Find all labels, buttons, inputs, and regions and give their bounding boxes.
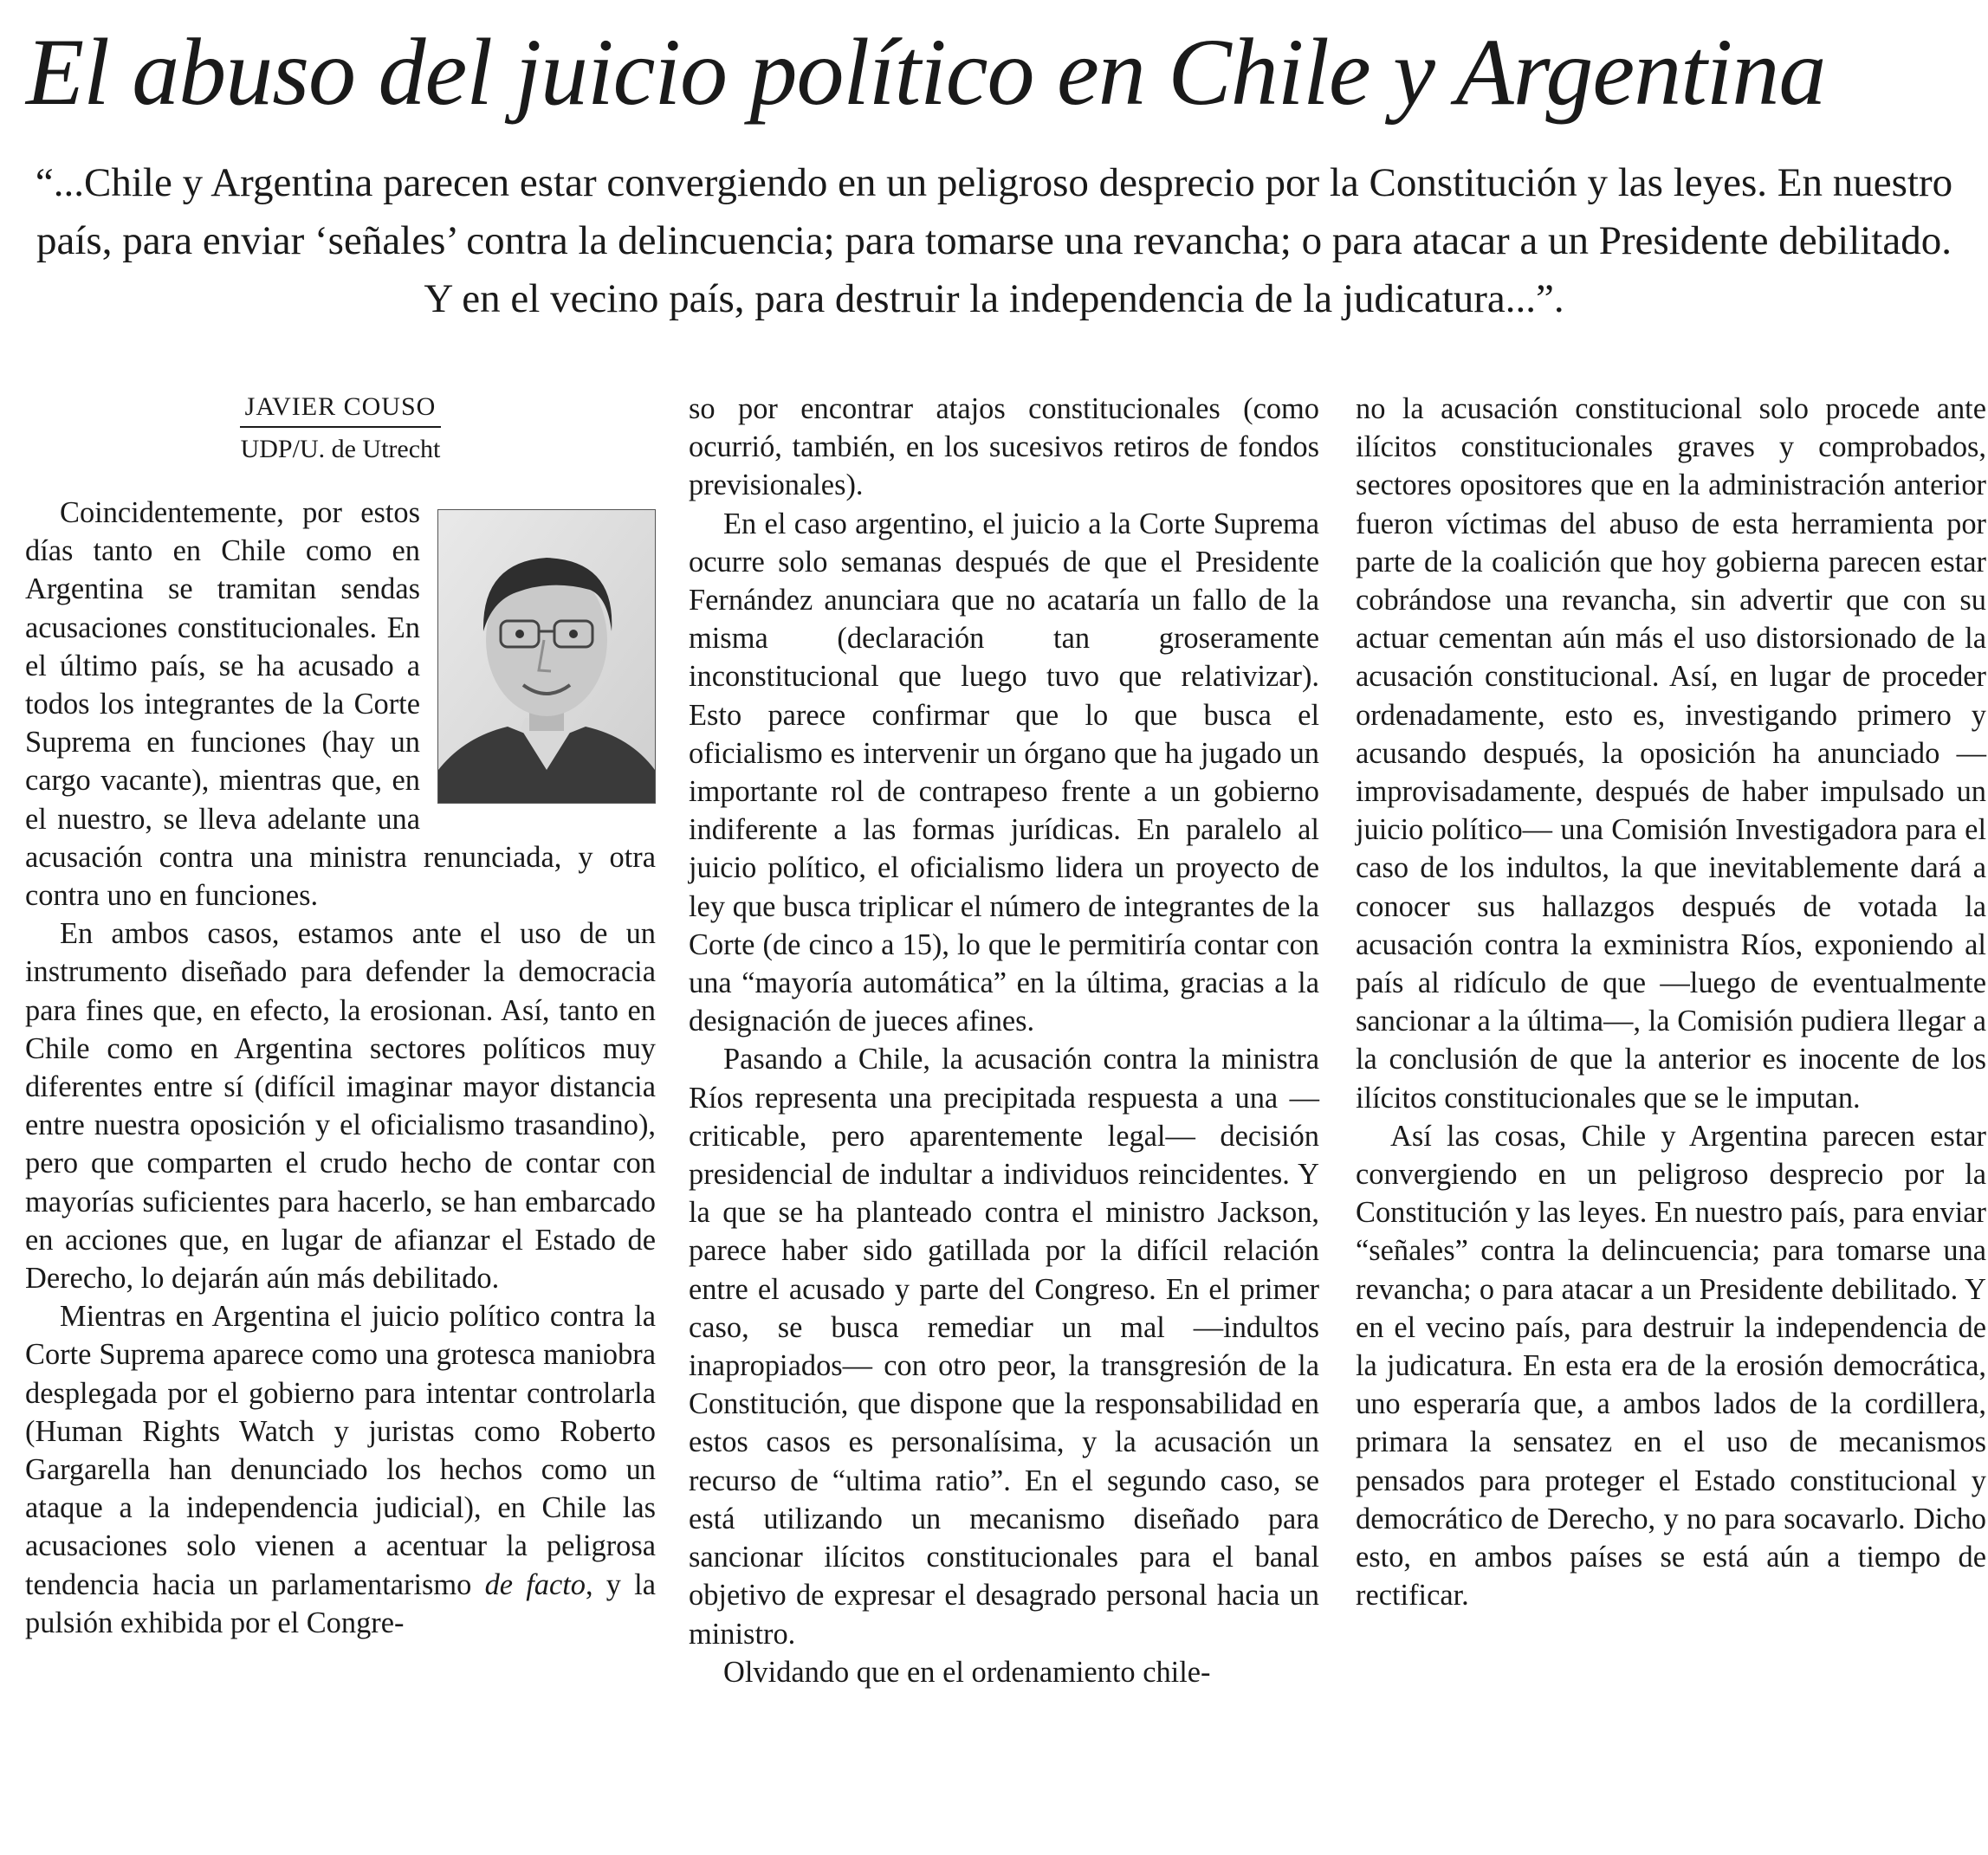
author-photo: [437, 509, 656, 804]
paragraph: no la acusación constitucional solo procede ante ilícitos constitucionales graves y comprobados, sectores opositores que en la administración anterior fueron víctimas del abuso de esta herramienta por parte de la coalición que hoy gobierna parecen estar cobrándose una revancha, sin advertir que con su actuar cementan aún más el uso distorsionado de la acusación constitucional. Así, en lugar de proceder ordenadamente, esto es, investigando primero y acusando después, la oposición ha anunciado —improvisadamente, después de haber impulsado un juicio político— una Comisión Investigadora para el caso de los indultos, la que inevitablemente dará a conocer sus hallazgos después de votada la acusación contra la exministra Ríos, exponiendo al país al ridículo de que —luego de eventualmente sancionar a la última—, la Comisión pudiera llegar a la conclusión de que la anterior es inocente de los ilícitos constitucionales que se le imputan.: [1356, 392, 1986, 1115]
pull-quote: “...Chile y Argentina parecen estar convergiendo en un peligroso desprecio por la Constitución y las leyes. En nuestro país, para enviar ‘señales’ contra la delincuencia; para tomarse una revancha; o para atacar a un Presidente debilitado. Y en el vecino país, para destruir la independencia de la judicatura...”.: [35, 160, 1953, 321]
author-affiliation: UDP/U. de Utrecht: [240, 435, 441, 463]
paragraph: Olvidando que en el ordenamiento chile-: [723, 1655, 1211, 1689]
article-column-1: [25, 390, 656, 1642]
paragraph: Coincidentemente, por estos días tanto en Chile como en Argentina se tramitan sendas acusaciones constitucionales. En el último país, se ha acusado a todos los integrantes de la Corte Suprema en funciones (hay un cargo vacante), mientras que, en el nuestro, se lleva adelante una acusación contra una ministra renunciada, y otra contra uno en funciones.: [25, 496, 656, 913]
paragraph: Así las cosas, Chile y Argentina parecen estar convergiendo en un peligroso desprecio por la Constitución y las leyes. En nuestro país, para enviar “señales” contra la delincuencia; para tomarse una revancha; o para atacar a un Presidente debilitado. Y en el vecino país, para destruir la independencia de la judicatura. En esta era de la erosión democrática, uno esperaría que, a ambos lados de la cordillera, primara la sensatez en el uso de mecanismos pensados para proteger el Estado constitucional y democrático de Derecho, y no para socavarlo. Dicho esto, en ambos países se está aún a tiempo de rectificar.: [1356, 1119, 1986, 1613]
paragraph: Pasando a Chile, la acusación contra la ministra Ríos representa una precipitada respuesta a una —criticable, pero aparentemente legal— decisión presidencial de indultar a individuos reincidentes. Y la que se ha planteado contra el ministro Jackson, parece haber sido gatillada por la difícil relación entre el acusado y parte del Congreso. En el primer caso, se busca remediar un mal —indultos inapropiados— con otro peor, la transgresión de la Constitución, que dispone que la responsabilidad en estos casos es personalísima, y la acusación un recurso de “ultima ratio”. En el segundo caso, se está utilizando un mecanismo diseñado para sancionar ilícitos constitucionales para el banal objetivo de expresar el desagrado personal hacia un ministro.: [689, 1043, 1319, 1651]
paragraph: En ambos casos, estamos ante el uso de un instrumento diseñado para defender la democracia para fines que, en efecto, la erosionan. Así, tanto en Chile como en Argentina sectores políticos muy diferentes entre sí (difícil imaginar mayor distancia entre nuestra oposición y el oficialismo trasandino), pero que comparten el crudo hecho de contar con mayorías suficientes para hacerlo, se han embarcado en acciones que, en lugar de afianzar el Estado de Derecho, lo dejarán aún más debilitado.: [25, 917, 656, 1296]
headline: El abuso del juicio político en Chile y Argentina: [26, 19, 1826, 125]
article-column-3: [1356, 390, 1986, 1615]
paragraph: En el caso argentino, el juicio a la Corte Suprema ocurre solo semanas después de que el Presidente Fernández anunciara que no acataría un fallo de la misma (declaración tan groseramente inconstitucional que luego tuvo que relativizar). Esto parece confirmar que lo que busca el oficialismo es intervenir un órgano que ha jugado un importante rol de contrapeso frente a un gobierno indiferente a las formas jurídicas. En paralelo al juicio político, el oficialismo lidera un proyecto de ley que busca triplicar el número de integrantes de la Corte (de cinco a 15), lo que le permitiría contar con una “mayoría automática” en la última, gracias a la designación de jueces afines.: [689, 507, 1319, 1038]
article-column-2: [689, 390, 1319, 1691]
paragraph: Mientras en Argentina el juicio político contra la Corte Suprema aparece como una grotesca maniobra desplegada por el gobierno para intentar controlarla (Human Rights Watch y juristas como Roberto Gargarella han denunciado los hechos como un ataque a la independencia judicial), en Chile las acusaciones solo vienen a acentuar la peligrosa tendencia hacia un parlamentarismo de facto, y la pulsión exhibida por el Congre-: [25, 1300, 656, 1639]
paragraph: so por encontrar atajos constitucionales (como ocurrió, también, en los sucesivos retiros de fondos previsionales).: [689, 392, 1319, 502]
author-name: JAVIER COUSO: [25, 390, 656, 428]
